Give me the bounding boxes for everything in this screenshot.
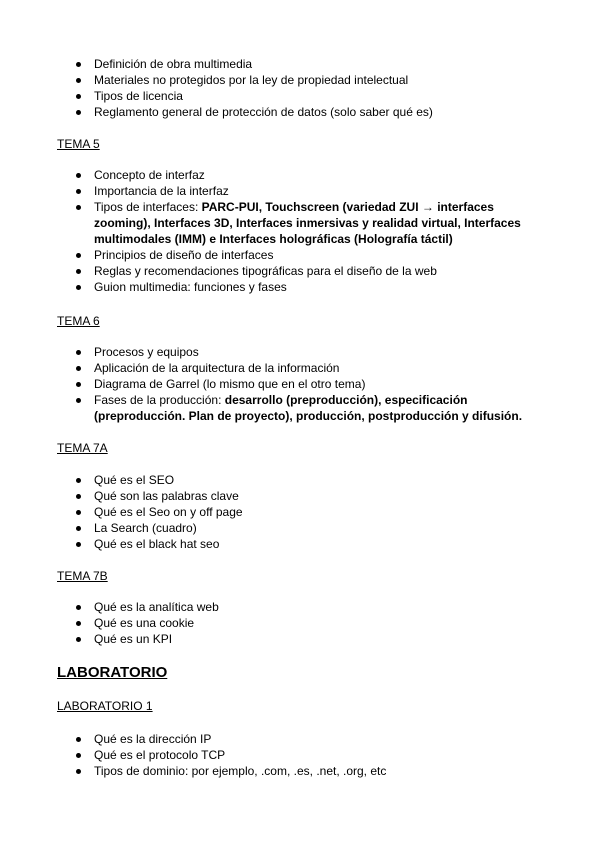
list-item-prefix: Fases de la producción:	[94, 393, 225, 407]
laboratorio1-heading: LABORATORIO 1	[57, 699, 153, 713]
list-item: Qué es el SEO	[78, 472, 548, 488]
tema5-heading: TEMA 5	[57, 137, 100, 151]
laboratorio-heading: LABORATORIO	[57, 664, 168, 681]
list-item: Reglas y recomendaciones tipográficas para el diseño de la web	[78, 263, 548, 279]
list-item: Guion multimedia: funciones y fases	[78, 279, 548, 295]
list-item: Qué es la analítica web	[78, 599, 548, 615]
list-item: Qué es una cookie	[78, 615, 548, 631]
tema7b-heading: TEMA 7B	[57, 569, 108, 583]
list-item: Materiales no protegidos por la ley de propiedad intelectual	[78, 72, 548, 88]
list-item: Qué es el protocolo TCP	[78, 747, 548, 763]
list-item: Reglamento general de protección de datos (solo saber qué es)	[78, 104, 548, 120]
list-item: Importancia de la interfaz	[78, 183, 548, 199]
tema6-heading: TEMA 6	[57, 314, 100, 328]
list-item: Tipos de dominio: por ejemplo, .com, .es, .net, .org, etc	[78, 763, 548, 779]
list-item: Procesos y equipos	[78, 344, 548, 360]
list-item: La Search (cuadro)	[78, 520, 548, 536]
list-item-bold: PARC-PUI, Touchscreen (variedad ZUI → interfaces zooming), Interfaces 3D, Interfaces inmersivas y realidad virtual, Interfaces multimodales (IMM) e Interfaces holográficas (Holografía táctil)	[94, 200, 521, 246]
list-item-bold: desarrollo (preproducción), especificación (preproducción. Plan de proyecto), producción, postproducción y difusión.	[94, 393, 523, 423]
list-item: Qué es la dirección IP	[78, 731, 548, 747]
list-item: Diagrama de Garrel (lo mismo que en el otro tema)	[78, 376, 548, 392]
tema7b-list	[78, 599, 548, 647]
laboratorio1-list	[78, 731, 548, 779]
intro-list	[78, 56, 548, 120]
list-item	[78, 392, 548, 424]
list-item: Tipos de licencia	[78, 88, 548, 104]
tema5-list	[78, 167, 548, 295]
list-item: Qué es el black hat seo	[78, 536, 548, 552]
tema7a-heading: TEMA 7A	[57, 441, 108, 455]
tema7a-list	[78, 472, 548, 552]
list-item: Principios de diseño de interfaces	[78, 247, 548, 263]
list-item: Aplicación de la arquitectura de la información	[78, 360, 548, 376]
tema6-list	[78, 344, 548, 424]
list-item: Definición de obra multimedia	[78, 56, 548, 72]
list-item: Qué es un KPI	[78, 631, 548, 647]
list-item	[78, 199, 548, 247]
list-item-prefix: Tipos de interfaces:	[94, 200, 202, 214]
list-item: Qué es el Seo on y off page	[78, 504, 548, 520]
list-item: Concepto de interfaz	[78, 167, 548, 183]
list-item: Qué son las palabras clave	[78, 488, 548, 504]
